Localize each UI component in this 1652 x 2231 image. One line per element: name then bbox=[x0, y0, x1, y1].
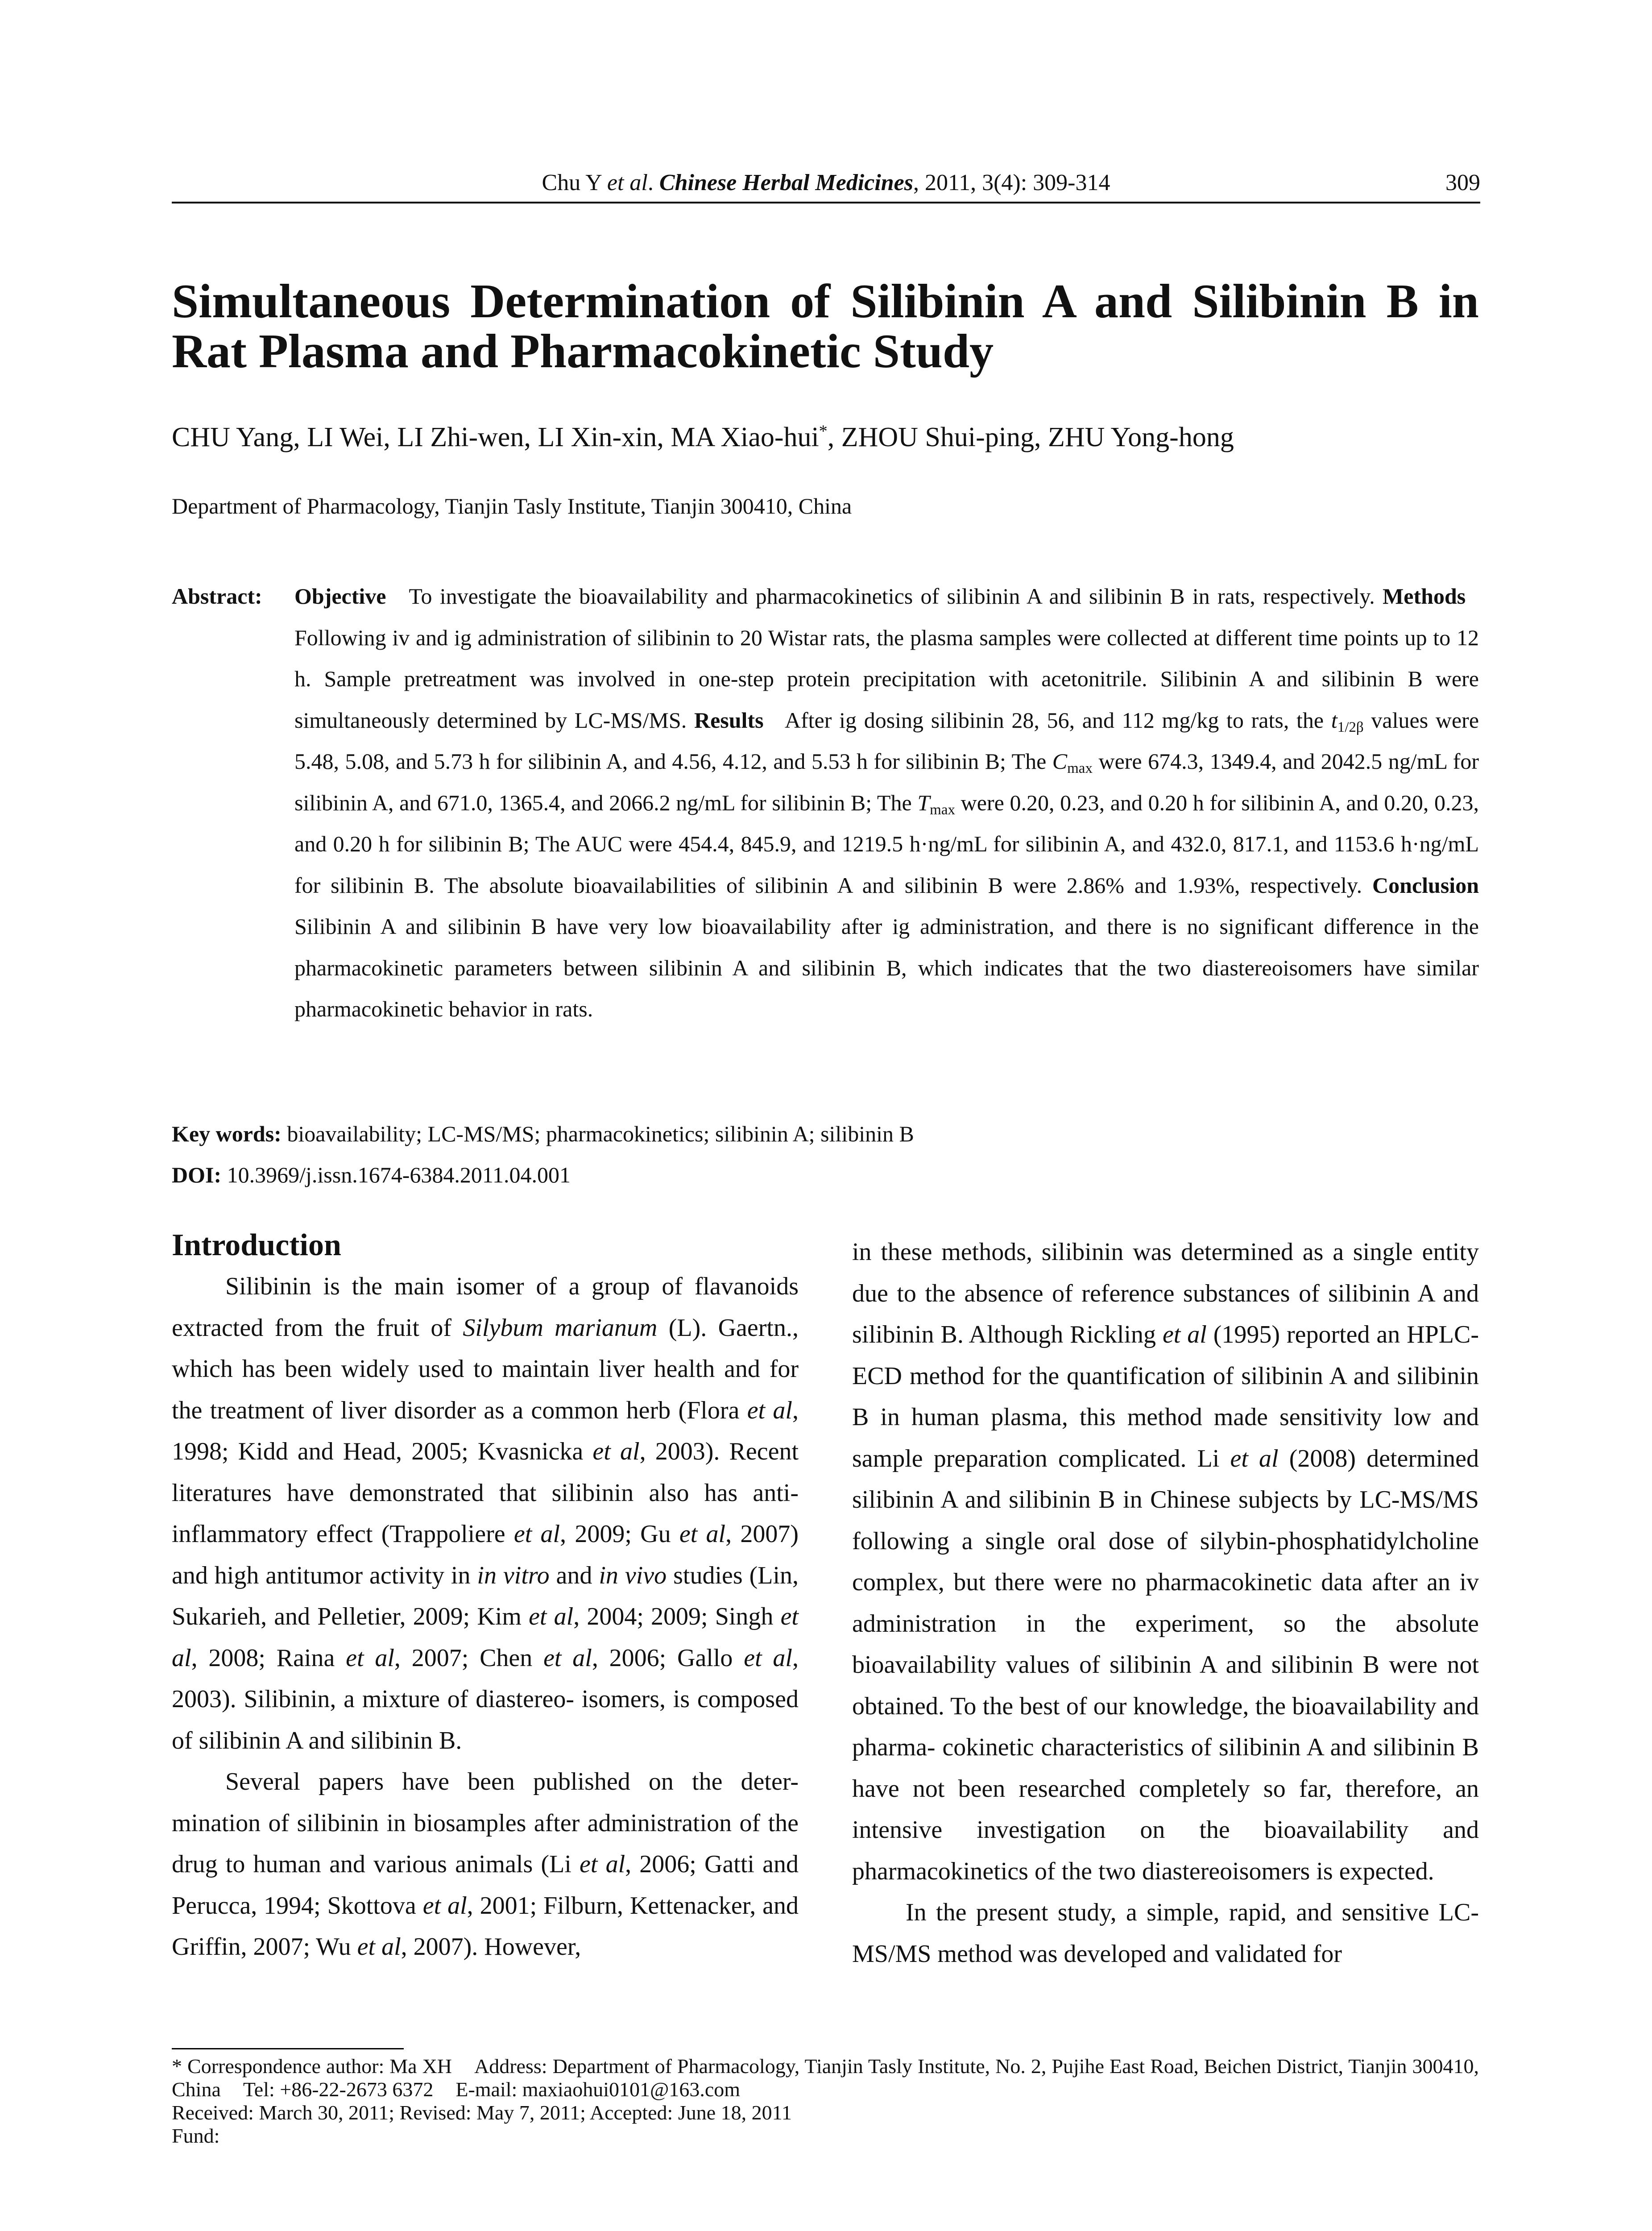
authors-rest: , ZHOU Shui-ping, ZHU Yong-hong bbox=[827, 422, 1234, 452]
cmax-subscript: max bbox=[1067, 760, 1093, 776]
journal-name: Chinese Herbal Medicines bbox=[659, 170, 913, 195]
doi-line bbox=[172, 1154, 1479, 1195]
citation-separator: . bbox=[647, 170, 659, 195]
conclusion-label: Conclusion bbox=[1372, 872, 1479, 898]
keywords-block bbox=[172, 1113, 1479, 1195]
abstract-body bbox=[294, 576, 1479, 1030]
doi-text: 10.3969/j.issn.1674-6384.2011.04.001 bbox=[227, 1162, 571, 1187]
objective-text: To investigate the bioavailability and pharmacokinetics of silibinin A and silibinin B in rats, respectively. bbox=[409, 584, 1375, 609]
received-dates: Received: March 30, 2011; Revised: May 7, 2011; Accepted: June 18, 2011 bbox=[172, 2101, 792, 2124]
citation-etal: et al bbox=[607, 170, 648, 195]
keywords-line bbox=[172, 1113, 1479, 1154]
header-citation bbox=[172, 170, 1480, 196]
affiliation: Department of Pharmacology, Tianjin Tasly Institute, Tianjin 300410, China bbox=[172, 493, 852, 518]
results-text: were 0.20, 0.23, and 0.20 h for silibinin A, and 0.20, 0.23, and 0.20 h for silibinin B; The AUC were 454.4, 845.9, and 1219.5 h·ng/mL for silibinin A, and 432.0, 817.1, and 1153.6 h·ng/mL for silibinin B. The absolute bioavailabilities of silibinin A and silibinin B were 2.86% and 1.93%, respectively. bbox=[294, 790, 1479, 898]
left-column bbox=[172, 1225, 799, 1968]
right-column bbox=[852, 1232, 1479, 1974]
results-text: values were 5.48, 5.08, and 5.73 h for silibinin A, and 4.56, 4.12, and 5.53 h for silibinin B; The bbox=[294, 707, 1479, 774]
species-name: Silybum marianum bbox=[463, 1314, 658, 1342]
abstract-label: Abstract: bbox=[172, 584, 262, 609]
results-label: Results bbox=[694, 707, 764, 733]
methods-label: Methods bbox=[1383, 584, 1466, 609]
authors-first: CHU Yang, LI Wei, LI Zhi-wen, LI Xin-xin, MA Xiao-hui bbox=[172, 422, 819, 452]
page-number: 309 bbox=[1445, 170, 1480, 195]
cmax-symbol: C bbox=[1052, 749, 1068, 774]
citation-author: Chu Y bbox=[542, 170, 607, 195]
tmax-subscript: max bbox=[930, 801, 955, 818]
section-heading: Introduction bbox=[172, 1228, 341, 1262]
paragraph: Several papers have been published on the deter- mination of silibinin in biosamples after administration of the drug to human and various animals (Li et al, 2006; Gatti and Perucca, 1994; Skottova et al, 2001; Filburn, Kettenacker, and Griffin, 2007; Wu et al, 2007). However, bbox=[172, 1768, 799, 1961]
conclusion-text: Silibinin A and silibinin B have very low bioavailability after ig administration, and there is no significant difference in the pharmacokinetic parameters between silibinin A and silibinin B, which indicates that the two diastereoisomers have similar pharmacokinetic behavior in rats. bbox=[294, 914, 1479, 1021]
paragraph: in these methods, silibinin was determined as a single entity due to the absence of reference substances of silibinin A and silibinin B. Although Rickling et al (1995) reported an HPLC-ECD method for the quantification of silibinin A and silibinin B in human plasma, this method made sensitivity low and sample preparation complicated. Li et al (2008) determined silibinin A and silibinin B in Chinese subjects by LC-MS/MS following a single oral dose of silybin-phosphatidylcholine complex, but there were no pharmacokinetic data after an iv administration in the experiment, so the absolute bioavailability values of silibinin A and silibinin B were not obtained. To the best of our knowledge, the bioavailability and pharma- cokinetic characteristics of silibinin A and silibinin B have not been researched completely so far, therefore, an intensive investigation on the bioavailability and pharmacokinetics of the two diastereoisomers is expected. bbox=[852, 1238, 1479, 1885]
keywords-label: Key words: bbox=[172, 1121, 282, 1146]
paragraph: In the present study, a simple, rapid, and sensitive LC-MS/MS method was developed and validated for bbox=[852, 1899, 1479, 1968]
methods-text: Following iv and ig administration of silibinin to 20 Wistar rats, the plasma samples were collected at different time points up to 12 h. Sample pretreatment was involved in one-step protein precipitation with acetonitrile. Silibinin A and silibinin B were simultaneously determined by LC-MS/MS. bbox=[294, 625, 1479, 733]
tmax-symbol: T bbox=[917, 790, 930, 815]
half-life-subscript: 1/2β bbox=[1337, 719, 1364, 735]
article-title: Simultaneous Determination of Silibinin A and Silibinin B in Rat Plasma and Pharmacokinetic Study bbox=[172, 275, 1479, 378]
footnote-rule bbox=[172, 2048, 404, 2049]
results-text: After ig dosing silibinin 28, 56, and 112 mg/kg to rats, the bbox=[784, 707, 1324, 733]
doi-label: DOI: bbox=[172, 1162, 222, 1187]
citation-volume: , 2011, 3(4): 309-314 bbox=[913, 170, 1110, 195]
fund-line: Fund: bbox=[172, 2124, 220, 2147]
correspondence-mark: * bbox=[819, 422, 828, 441]
author-list bbox=[172, 422, 1234, 453]
correspondence-footnote: * Correspondence author: Ma XH Address: Department of Pharmacology, Tianjin Tasly Institute, No. 2, Pujihe East Road, Beichen District, Tianjin 300410, China Tel: +86-22-2673 6372 E-mail: maxiaohui0101@163.com bbox=[172, 2055, 1479, 2101]
running-header bbox=[172, 170, 1480, 203]
footnotes bbox=[172, 2055, 1479, 2148]
objective-label: Objective bbox=[294, 584, 386, 609]
keywords-text: bioavailability; LC-MS/MS; pharmacokinetics; silibinin A; silibinin B bbox=[287, 1121, 914, 1146]
paragraph: Silibinin is the main isomer of a group of flavanoids extracted from the fruit of Silybum marianum (L). Gaertn., which has been widely used to maintain liver health and for the treatment of liver disorder as a common herb (Flora et al, 1998; Kidd and Head, 2005; Kvasnicka et al, 2003). Recent literatures have demonstrated that silibinin also has anti-inflammatory effect (Trappoliere et al, 2009; Gu et al, 2007) and high antitumor activity in in vitro and in vivo studies (Lin, Sukarieh, and Pelletier, 2009; Kim et al, 2004; 2009; Singh et al, 2008; Raina et al, 2007; Chen et al, 2006; Gallo et al, 2003). Silibinin, a mixture of diastereo- isomers, is composed of silibinin A and silibinin B. bbox=[172, 1273, 799, 1754]
abstract bbox=[172, 576, 1479, 1030]
results-text: were 674.3, 1349.4, and 2042.5 ng/mL for silibinin A, and 671.0, 1365.4, and 2066.2 ng/mL for silibinin B; The bbox=[294, 749, 1479, 815]
half-life-symbol: t bbox=[1331, 707, 1337, 733]
